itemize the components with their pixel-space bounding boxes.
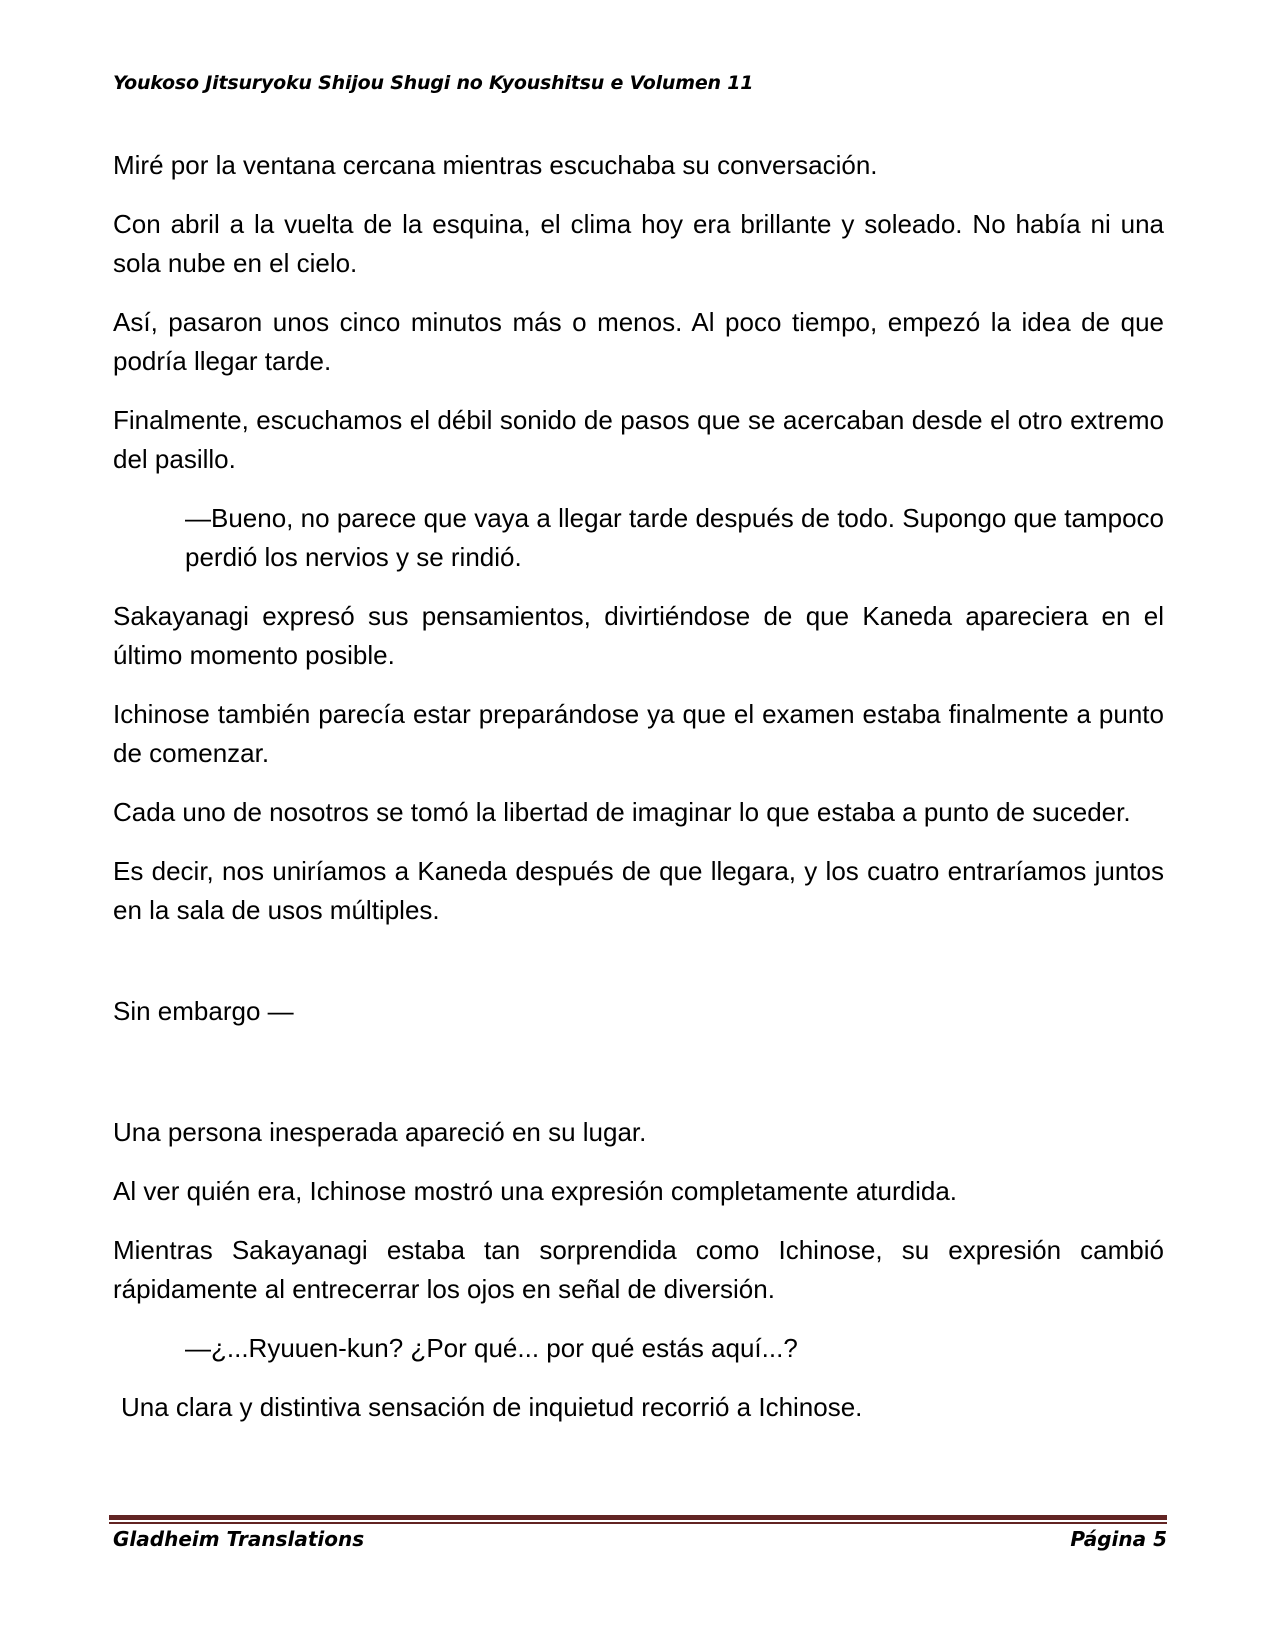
body-text <box>113 146 1164 1447</box>
page-number: Página 5 <box>1070 1527 1167 1551</box>
paragraph: Mientras Sakayanagi estaba tan sorprendida como Ichinose, su expresión cambió rápidamente al entrecerrar los ojos en señal de diversión. <box>113 1235 1164 1304</box>
dialogue-paragraph: —¿...Ryuuen-kun? ¿Por qué... por qué estás aquí...? <box>185 1333 798 1363</box>
paragraph: Con abril a la vuelta de la esquina, el clima hoy era brillante y soleado. No había ni una sola nube en el cielo. <box>113 209 1164 278</box>
paragraph: Es decir, nos uniríamos a Kaneda después de que llegara, y los cuatro entraríamos juntos en la sala de usos múltiples. <box>113 856 1164 925</box>
paragraph: Una clara y distintiva sensación de inquietud recorrió a Ichinose. <box>121 1392 863 1422</box>
dialogue-paragraph: —Bueno, no parece que vaya a llegar tarde después de todo. Supongo que tampoco perdió los nervios y se rindió. <box>185 503 1164 572</box>
paragraph: Así, pasaron unos cinco minutos más o menos. Al poco tiempo, empezó la idea de que podría llegar tarde. <box>113 307 1164 376</box>
paragraph: Una persona inesperada apareció en su lugar. <box>113 1117 647 1147</box>
footer-credit: Gladheim Translations <box>113 1527 365 1551</box>
running-header: Youkoso Jitsuryoku Shijou Shugi no Kyoushitsu e Volumen 11 <box>113 72 754 94</box>
paragraph: Sin embargo — <box>113 996 294 1026</box>
paragraph: Miré por la ventana cercana mientras escuchaba su conversación. <box>113 150 878 180</box>
paragraph: Cada uno de nosotros se tomó la libertad de imaginar lo que estaba a punto de suceder. <box>113 797 1131 827</box>
paragraph: Finalmente, escuchamos el débil sonido de pasos que se acercaban desde el otro extremo del pasillo. <box>113 405 1164 474</box>
paragraph: Al ver quién era, Ichinose mostró una expresión completamente aturdida. <box>113 1176 958 1206</box>
paragraph: Sakayanagi expresó sus pensamientos, divirtiéndose de que Kaneda apareciera en el último momento posible. <box>113 601 1164 670</box>
paragraph: Ichinose también parecía estar preparándose ya que el examen estaba finalmente a punto de comenzar. <box>113 699 1164 768</box>
footer-rule-thin <box>109 1522 1167 1524</box>
footer-rule-thick <box>109 1515 1167 1520</box>
